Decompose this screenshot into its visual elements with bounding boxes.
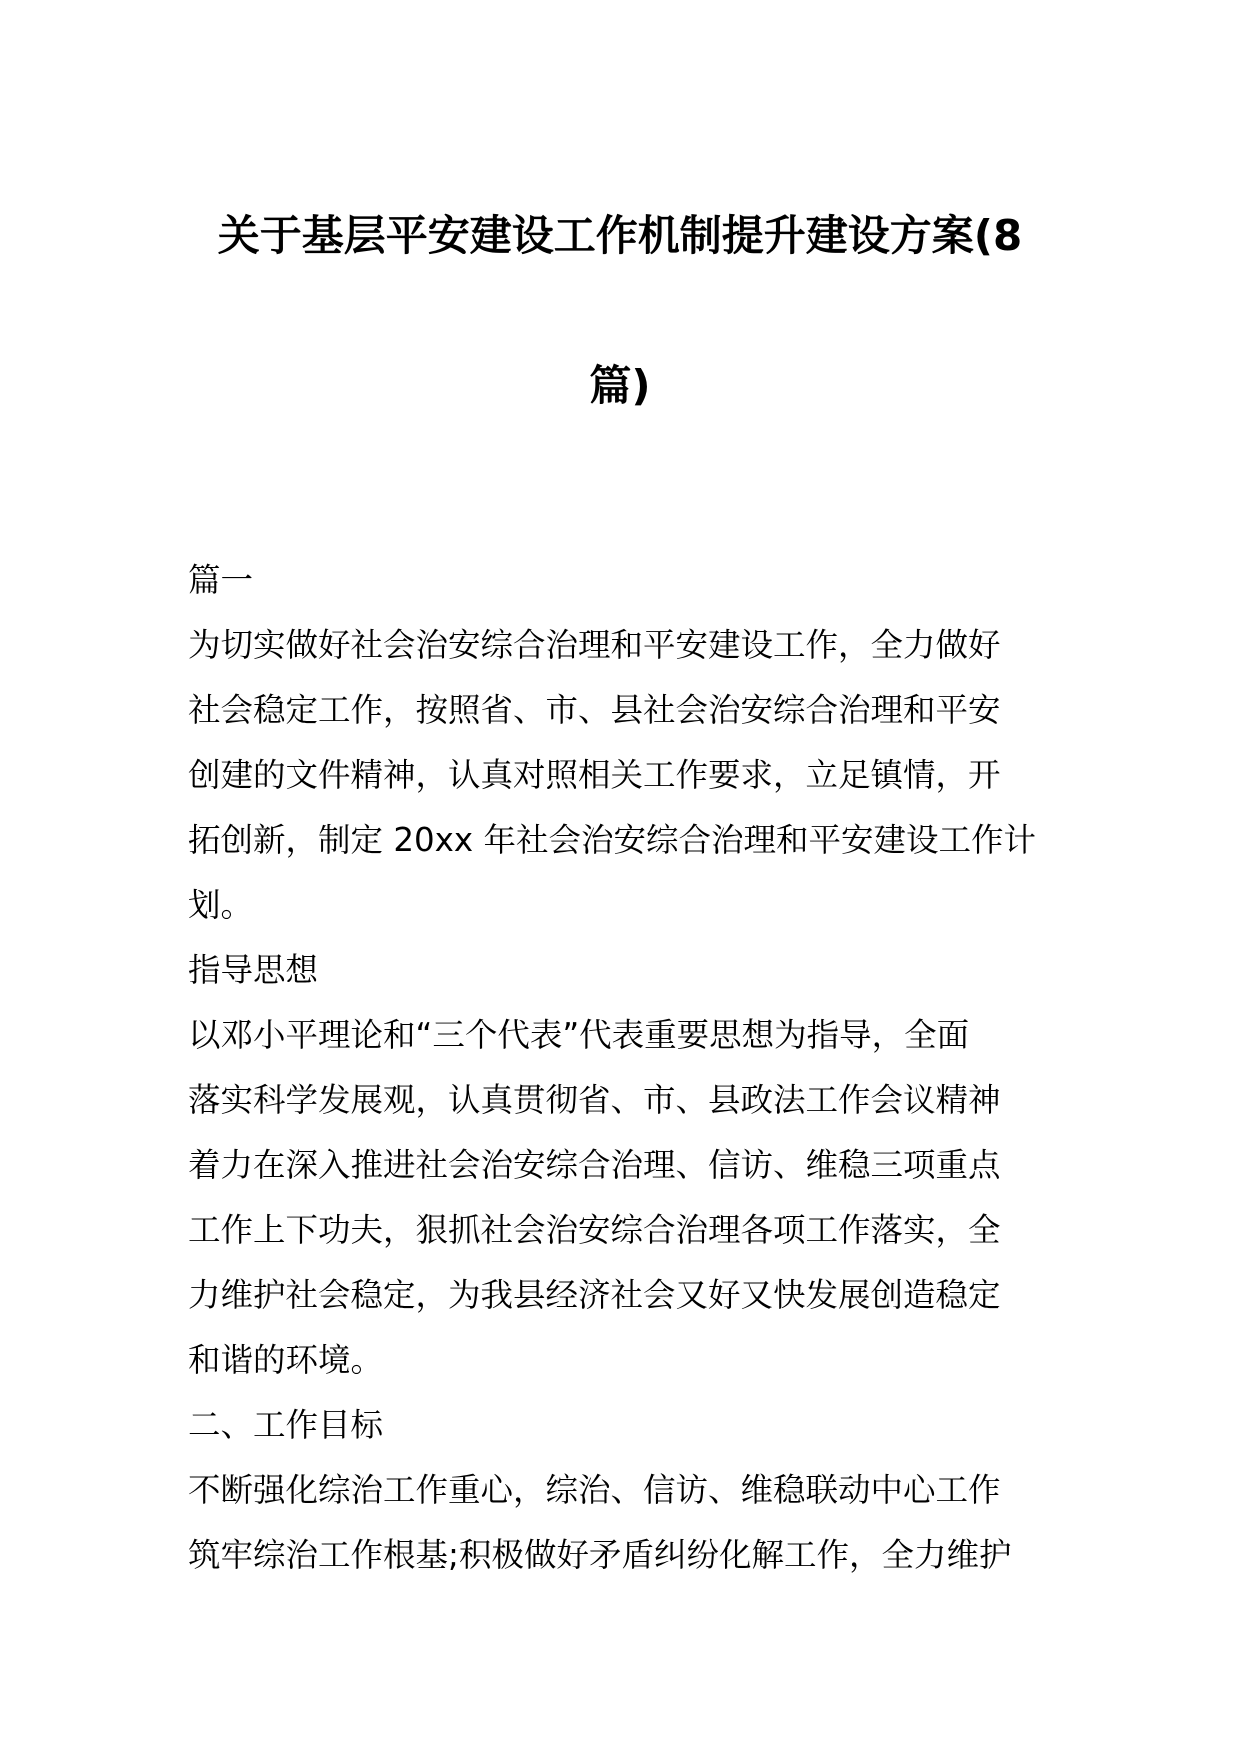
section-heading: 指导思想 bbox=[188, 951, 319, 989]
section-heading: 篇一 bbox=[188, 561, 254, 599]
paragraph-line: 力维护社会稳定，为我县经济社会又好又快发展创造稳定 bbox=[188, 1276, 1001, 1314]
paragraph-line: 和谐的环境。 bbox=[188, 1341, 384, 1379]
paragraph-line: 创建的文件精神，认真对照相关工作要求，立足镇情，开 bbox=[188, 756, 1001, 794]
paragraph-line: 以邓小平理论和“三个代表”代表重要思想为指导，全面 bbox=[188, 1016, 970, 1054]
section-heading: 二、工作目标 bbox=[188, 1406, 384, 1444]
document-title-line-1: 关于基层平安建设工作机制提升建设方案(8 bbox=[217, 211, 1023, 260]
paragraph-line: 为切实做好社会治安综合治理和平安建设工作，全力做好 bbox=[188, 626, 1001, 664]
paragraph-line: 落实科学发展观，认真贯彻省、市、县政法工作会议精神 bbox=[188, 1081, 1001, 1119]
paragraph-line: 筑牢综治工作根基;积极做好矛盾纠纷化解工作，全力维护 bbox=[188, 1536, 1012, 1574]
document-title-line-2: 篇) bbox=[589, 361, 651, 410]
document-body bbox=[188, 548, 1052, 1588]
paragraph-line: 工作上下功夫，狠抓社会治安综合治理各项工作落实，全 bbox=[188, 1211, 1001, 1249]
paragraph-line: 拓创新，制定 20xx 年社会治安综合治理和平安建设工作计 bbox=[188, 821, 1036, 859]
paragraph-line: 着力在深入推进社会治安综合治理、信访、维稳三项重点 bbox=[188, 1146, 1001, 1184]
paragraph-line: 不断强化综治工作重心，综治、信访、维稳联动中心工作 bbox=[188, 1471, 1001, 1509]
paragraph-line: 社会稳定工作，按照省、市、县社会治安综合治理和平安 bbox=[188, 691, 1001, 729]
paragraph-line: 划。 bbox=[188, 886, 254, 924]
